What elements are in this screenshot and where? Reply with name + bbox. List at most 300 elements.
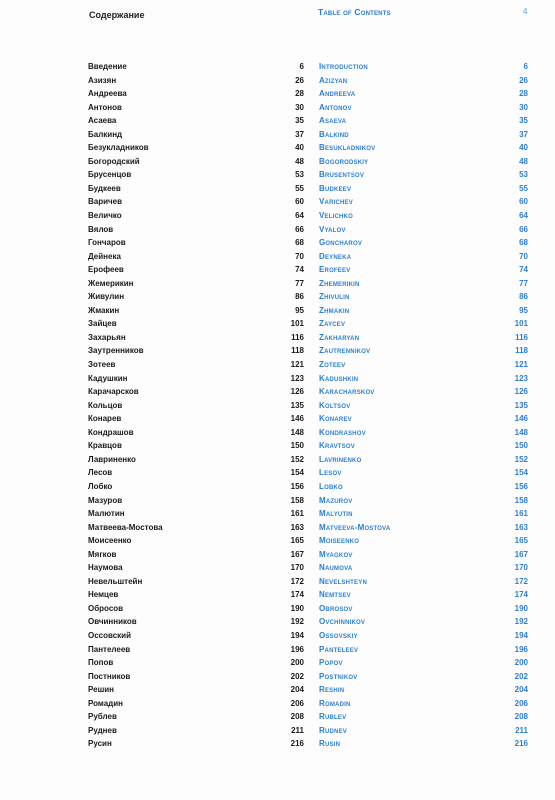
toc-entry [319, 710, 528, 724]
toc-entry-page: 77 [519, 278, 528, 288]
toc-entry-page: 135 [514, 400, 528, 410]
toc-entry [319, 60, 528, 74]
toc-entry-name: Кольцов [88, 400, 123, 410]
toc-entry-page: 172 [290, 576, 304, 586]
toc-entry [319, 101, 528, 115]
toc-entry-name: Моисеенко [88, 536, 132, 546]
toc-entry-name: Андреева [88, 89, 127, 99]
toc-entry-name: Наумова [88, 563, 123, 573]
toc-entry-page: 40 [295, 143, 304, 153]
toc-entry-page: 37 [295, 129, 304, 139]
toc-entry-name: Brusentsov [319, 170, 365, 180]
toc-entry [319, 602, 528, 616]
toc-entry-name: Reshin [319, 685, 345, 695]
toc-entry-page: 148 [514, 427, 528, 437]
toc-entry-name: Ромадин [88, 698, 124, 708]
toc-entry [319, 412, 528, 426]
toc-entry [319, 304, 528, 318]
toc-entry [88, 168, 304, 182]
toc-entry-page: 118 [515, 346, 528, 356]
toc-entry-name: Azizyan [319, 75, 348, 85]
toc-entry-name: Bogorodskiy [319, 156, 369, 166]
toc-entry-name: Азизян [88, 75, 117, 85]
toc-entry-name: Introduction [319, 62, 368, 71]
toc-entry-name: Erofeev [319, 265, 351, 275]
toc-entry-name: Myagkov [319, 549, 353, 559]
toc-entry-page: 66 [295, 224, 304, 234]
toc-entry-name: Varichev [319, 197, 353, 207]
toc-entry-page: 40 [519, 143, 528, 153]
toc-entry-name: Konarev [319, 414, 352, 424]
toc-entry [88, 182, 304, 196]
toc-entry-page: 86 [519, 292, 528, 302]
toc-entry-page: 68 [295, 238, 304, 248]
toc-entry-page: 123 [514, 373, 528, 383]
toc-entry-page: 53 [519, 170, 528, 180]
toc-entry-page: 60 [295, 197, 304, 207]
toc-entry-name: Кадушкин [88, 373, 128, 383]
toc-entry [319, 114, 528, 128]
toc-entry-name: Deyneka [319, 251, 352, 261]
toc-entry-name: Postnikov [319, 671, 358, 681]
toc-entry [88, 697, 304, 711]
toc-entry-name: Obrosov [319, 603, 353, 613]
toc-entry [319, 494, 528, 508]
toc-entry-page: 167 [290, 549, 304, 559]
toc-entry-name: Брусенцов [88, 170, 132, 180]
toc-entry-page: 37 [519, 129, 528, 139]
toc-entry-name: Антонов [88, 102, 122, 112]
toc-entry [88, 344, 304, 358]
toc-entry [88, 304, 304, 318]
toc-entry [88, 372, 304, 386]
toc-entry-name: Дейнека [88, 251, 121, 261]
toc-russian-column [88, 60, 304, 751]
toc-entry [88, 466, 304, 480]
toc-entry [319, 737, 528, 751]
toc-entry-name: Вялов [88, 224, 114, 234]
toc-entry [319, 656, 528, 670]
toc-entry [319, 629, 528, 643]
toc-entry-name: Asaeva [319, 116, 347, 126]
toc-entry-name: Богородский [88, 156, 140, 166]
toc-entry [88, 317, 304, 331]
toc-entry-page: 196 [514, 644, 528, 654]
toc-entry-page: 55 [519, 183, 528, 193]
toc-entry-name: Lobko [319, 481, 343, 491]
toc-entry [319, 74, 528, 88]
toc-entry-page: 156 [514, 481, 528, 491]
toc-entry-name: Лесов [88, 468, 113, 478]
toc-entry-page: 135 [290, 400, 304, 410]
toc-entry-name: Попов [88, 658, 114, 668]
toc-entry [319, 615, 528, 629]
toc-entry-name: Vyalov [319, 224, 346, 234]
toc-entry-page: 206 [514, 698, 528, 708]
toc-entry [88, 331, 304, 345]
toc-entry-name: Zakharyan [319, 332, 360, 342]
toc-entry-page: 6 [299, 62, 304, 71]
toc-entry-name: Русин [88, 739, 112, 749]
toc-entry-page: 77 [295, 278, 304, 288]
toc-entry-page: 86 [295, 292, 304, 302]
toc-entry-page: 53 [295, 170, 304, 180]
toc-entry-page: 35 [295, 116, 304, 126]
toc-entry-page: 174 [290, 590, 304, 600]
toc-entry-page: 192 [514, 617, 528, 627]
toc-entry-name: Popov [319, 658, 343, 668]
toc-entry [88, 60, 304, 74]
toc-entry-page: 163 [290, 522, 304, 532]
toc-entry [88, 209, 304, 223]
toc-entry [319, 588, 528, 602]
toc-entry [88, 643, 304, 657]
toc-entry [88, 453, 304, 467]
toc-entry-name: Мягков [88, 549, 117, 559]
toc-entry-name: Асаева [88, 116, 117, 126]
toc-entry [319, 195, 528, 209]
toc-entry-page: 192 [290, 617, 304, 627]
toc-entry-name: Naumova [319, 563, 353, 573]
toc-entry-page: 30 [519, 102, 528, 112]
toc-entry-page: 194 [290, 630, 304, 640]
toc-entry [319, 534, 528, 548]
toc-entry [88, 615, 304, 629]
toc-entry-name: Karacharskov [319, 387, 375, 397]
toc-entry-name: Zhemerikin [319, 278, 360, 288]
toc-entry-page: 161 [514, 509, 528, 519]
toc-entry-name: Panteleev [319, 644, 359, 654]
toc-entry-name: Kadushkin [319, 373, 359, 383]
toc-entry-page: 204 [290, 685, 304, 695]
toc-entry-name: Жемерикин [88, 278, 134, 288]
toc-entry [88, 263, 304, 277]
toc-entry-page: 101 [514, 319, 528, 329]
toc-entry-page: 150 [290, 441, 304, 451]
toc-entry-page: 206 [290, 698, 304, 708]
toc-entry [88, 588, 304, 602]
toc-entry-name: Малютин [88, 509, 125, 519]
toc-entry-page: 161 [290, 509, 304, 519]
toc-entry-name: Заутренников [88, 346, 144, 356]
toc-entry-page: 146 [290, 414, 304, 424]
toc-entry [88, 250, 304, 264]
toc-entry-name: Оссовский [88, 630, 132, 640]
toc-entry [319, 128, 528, 142]
toc-entry-name: Зайцев [88, 319, 117, 329]
toc-entry-page: 152 [514, 454, 528, 464]
toc-entry [319, 155, 528, 169]
toc-entry-name: Malyutin [319, 509, 353, 519]
toc-entry [88, 494, 304, 508]
toc-entry-name: Balkind [319, 129, 349, 139]
toc-entry-page: 64 [295, 211, 304, 221]
toc-entry-page: 190 [290, 603, 304, 613]
toc-entry-name: Варичев [88, 197, 123, 207]
toc-entry-name: Nevelshteyn [319, 576, 367, 586]
toc-entry-page: 28 [295, 89, 304, 99]
toc-entry-name: Захарьян [88, 332, 126, 342]
toc-entry [88, 87, 304, 101]
toc-entry-page: 165 [514, 536, 528, 546]
toc-entry [88, 412, 304, 426]
toc-entry-name: Rublev [319, 712, 347, 722]
toc-entry-name: Ерофеев [88, 265, 124, 275]
toc-entry-page: 66 [519, 224, 528, 234]
toc-entry-page: 70 [295, 251, 304, 261]
toc-entry [88, 737, 304, 751]
toc-entry-page: 154 [514, 468, 528, 478]
toc-entry-page: 121 [290, 360, 304, 370]
toc-entry-name: Решин [88, 685, 115, 695]
toc-entry [319, 561, 528, 575]
toc-entry [319, 87, 528, 101]
toc-entry-name: Andreeva [319, 89, 356, 99]
toc-entry-page: 208 [514, 712, 528, 722]
toc-entry-page: 216 [514, 739, 528, 749]
toc-entry [88, 521, 304, 535]
toc-entry-page: 167 [514, 549, 528, 559]
toc-entry [88, 155, 304, 169]
toc-entry-page: 190 [514, 603, 528, 613]
toc-entry [88, 277, 304, 291]
toc-entry-page: 154 [290, 468, 304, 478]
toc-entry-page: 208 [290, 712, 304, 722]
toc-entry-page: 216 [290, 739, 304, 749]
toc-entry-name: Живулин [88, 292, 125, 302]
toc-entry-name: Обросов [88, 603, 124, 613]
toc-entry-name: Гончаров [88, 238, 126, 248]
toc-entry-page: 116 [515, 332, 528, 342]
toc-entry [319, 168, 528, 182]
toc-entry-page: 165 [290, 536, 304, 546]
toc-entry [319, 507, 528, 521]
toc-entry-page: 28 [519, 89, 528, 99]
toc-entry-page: 158 [290, 495, 304, 505]
toc-entry [319, 575, 528, 589]
toc-entry [88, 114, 304, 128]
toc-entry-name: Antonov [319, 102, 352, 112]
toc-entry-page: 35 [519, 116, 528, 126]
toc-entry [319, 385, 528, 399]
toc-entry-name: Будкеев [88, 183, 121, 193]
toc-entry-name: Пантелеев [88, 644, 131, 654]
toc-entry [88, 480, 304, 494]
toc-entry-page: 48 [295, 156, 304, 166]
toc-entry-page: 118 [291, 346, 304, 356]
toc-entry [88, 683, 304, 697]
toc-entry-page: 174 [514, 590, 528, 600]
toc-entry-page: 70 [519, 251, 528, 261]
toc-entry [319, 724, 528, 738]
toc-entry [88, 74, 304, 88]
toc-entry [319, 344, 528, 358]
toc-entry-name: Kondrashov [319, 427, 366, 437]
toc-entry-name: Лобко [88, 481, 113, 491]
toc-entry-page: 158 [514, 495, 528, 505]
toc-entry [88, 358, 304, 372]
toc-entry-name: Ossovskiy [319, 630, 358, 640]
page-number: 4 [523, 7, 528, 16]
toc-entry-name: Руднев [88, 725, 117, 735]
toc-entry [319, 466, 528, 480]
toc-entry-name: Овчинников [88, 617, 137, 627]
toc-entry-page: 64 [519, 211, 528, 221]
toc-entry-name: Goncharov [319, 238, 363, 248]
toc-entry [88, 656, 304, 670]
toc-entry-page: 163 [514, 522, 528, 532]
toc-entry [319, 223, 528, 237]
toc-entry [319, 548, 528, 562]
toc-entry-name: Немцев [88, 590, 119, 600]
toc-entry [319, 426, 528, 440]
toc-entry [88, 426, 304, 440]
toc-entry [88, 710, 304, 724]
toc-entry-name: Лавриненко [88, 454, 136, 464]
toc-entry-name: Рублев [88, 712, 117, 722]
toc-entry-name: Zautrennikov [319, 346, 371, 356]
toc-entry-page: 121 [514, 360, 528, 370]
toc-entry-name: Безукладников [88, 143, 149, 153]
heading-contents-ru: Содержание [89, 10, 145, 20]
toc-entry [319, 358, 528, 372]
toc-entry [319, 290, 528, 304]
toc-entry-name: Lesov [319, 468, 342, 478]
toc-entry-name: Velichko [319, 211, 353, 221]
toc-entry-page: 101 [290, 319, 304, 329]
toc-entry-page: 211 [515, 725, 528, 735]
toc-entry [319, 372, 528, 386]
toc-entry-name: Budkeev [319, 183, 352, 193]
toc-entry-page: 55 [295, 183, 304, 193]
toc-entry-page: 26 [295, 75, 304, 85]
toc-entry-name: Matveeva-Mostova [319, 522, 391, 532]
toc-entry [88, 602, 304, 616]
toc-entry [88, 507, 304, 521]
toc-entry [319, 236, 528, 250]
toc-entry [319, 439, 528, 453]
toc-entry [319, 182, 528, 196]
toc-entry-name: Besukladnikov [319, 143, 376, 153]
toc-entry-page: 152 [290, 454, 304, 464]
toc-entry-name: Карачарсков [88, 387, 139, 397]
toc-entry-page: 60 [519, 197, 528, 207]
toc-entry [319, 263, 528, 277]
toc-entry-name: Зотеев [88, 360, 116, 370]
toc-entry-page: 116 [291, 332, 304, 342]
toc-entry [319, 209, 528, 223]
toc-entry-name: Rudnev [319, 725, 347, 735]
toc-entry-page: 202 [514, 671, 528, 681]
toc-english-column [319, 60, 528, 751]
heading-contents-en: Table of Contents [318, 7, 391, 17]
toc-entry-page: 123 [290, 373, 304, 383]
toc-entry-page: 95 [295, 305, 304, 315]
toc-entry-page: 202 [290, 671, 304, 681]
toc-entry-page: 126 [514, 387, 528, 397]
toc-entry-page: 194 [514, 630, 528, 640]
toc-entry-name: Mazurov [319, 495, 353, 505]
toc-entry [88, 629, 304, 643]
toc-entry [88, 101, 304, 115]
toc-entry-name: Невельштейн [88, 576, 143, 586]
toc-entry [88, 724, 304, 738]
toc-entry [88, 385, 304, 399]
toc-entry-page: 148 [290, 427, 304, 437]
toc-entry-name: Zhmakin [319, 305, 350, 315]
toc-entry [319, 643, 528, 657]
toc-entry-name: Romadin [319, 698, 351, 708]
toc-entry-name: Жмакин [88, 305, 120, 315]
toc-entry [88, 575, 304, 589]
toc-entry-name: Zhivulin [319, 292, 350, 302]
toc-entry-name: Rusin [319, 739, 341, 749]
toc-entry-name: Ovchinnikov [319, 617, 366, 627]
toc-entry-page: 74 [519, 265, 528, 275]
toc-entry-name: Постников [88, 671, 131, 681]
toc-entry-page: 211 [291, 725, 304, 735]
toc-entry [319, 399, 528, 413]
toc-entry-name: Конарев [88, 414, 122, 424]
toc-entry-page: 170 [514, 563, 528, 573]
toc-entry [88, 223, 304, 237]
toc-entry-name: Введение [88, 62, 127, 71]
toc-entry-page: 200 [290, 658, 304, 668]
toc-entry [319, 141, 528, 155]
toc-entry [88, 141, 304, 155]
toc-entry-name: Nemtsev [319, 590, 351, 600]
toc-entry [319, 697, 528, 711]
toc-entry-page: 200 [514, 658, 528, 668]
toc-entry [319, 521, 528, 535]
toc-entry [319, 453, 528, 467]
toc-entry-name: Кондрашов [88, 427, 134, 437]
toc-entry-name: Zaycev [319, 319, 346, 329]
toc-entry [88, 561, 304, 575]
toc-entry-name: Кравцов [88, 441, 122, 451]
toc-entry-page: 74 [295, 265, 304, 275]
toc-entry [88, 548, 304, 562]
toc-entry [88, 534, 304, 548]
toc-entry [88, 195, 304, 209]
toc-entry-page: 68 [519, 238, 528, 248]
toc-entry [319, 683, 528, 697]
toc-entry-name: Балкинд [88, 129, 123, 139]
toc-entry [88, 399, 304, 413]
toc-entry-page: 172 [514, 576, 528, 586]
toc-entry [88, 439, 304, 453]
toc-entry-page: 170 [290, 563, 304, 573]
toc-entry-name: Матвеева-Мостова [88, 522, 163, 532]
toc-entry-name: Величко [88, 211, 122, 221]
toc-entry-page: 196 [290, 644, 304, 654]
toc-entry-name: Moiseenko [319, 536, 360, 546]
toc-entry-page: 150 [514, 441, 528, 451]
toc-entry-page: 95 [519, 305, 528, 315]
toc-entry [88, 670, 304, 684]
toc-entry-page: 204 [514, 685, 528, 695]
toc-entry-name: Koltsov [319, 400, 351, 410]
toc-entry-page: 48 [519, 156, 528, 166]
toc-entry-page: 126 [290, 387, 304, 397]
toc-entry-name: Kravtsov [319, 441, 355, 451]
toc-entry [319, 317, 528, 331]
toc-entry-page: 146 [514, 414, 528, 424]
toc-entry-page: 30 [295, 102, 304, 112]
toc-entry-page: 156 [290, 481, 304, 491]
toc-entry-page: 26 [519, 75, 528, 85]
toc-entry [319, 277, 528, 291]
